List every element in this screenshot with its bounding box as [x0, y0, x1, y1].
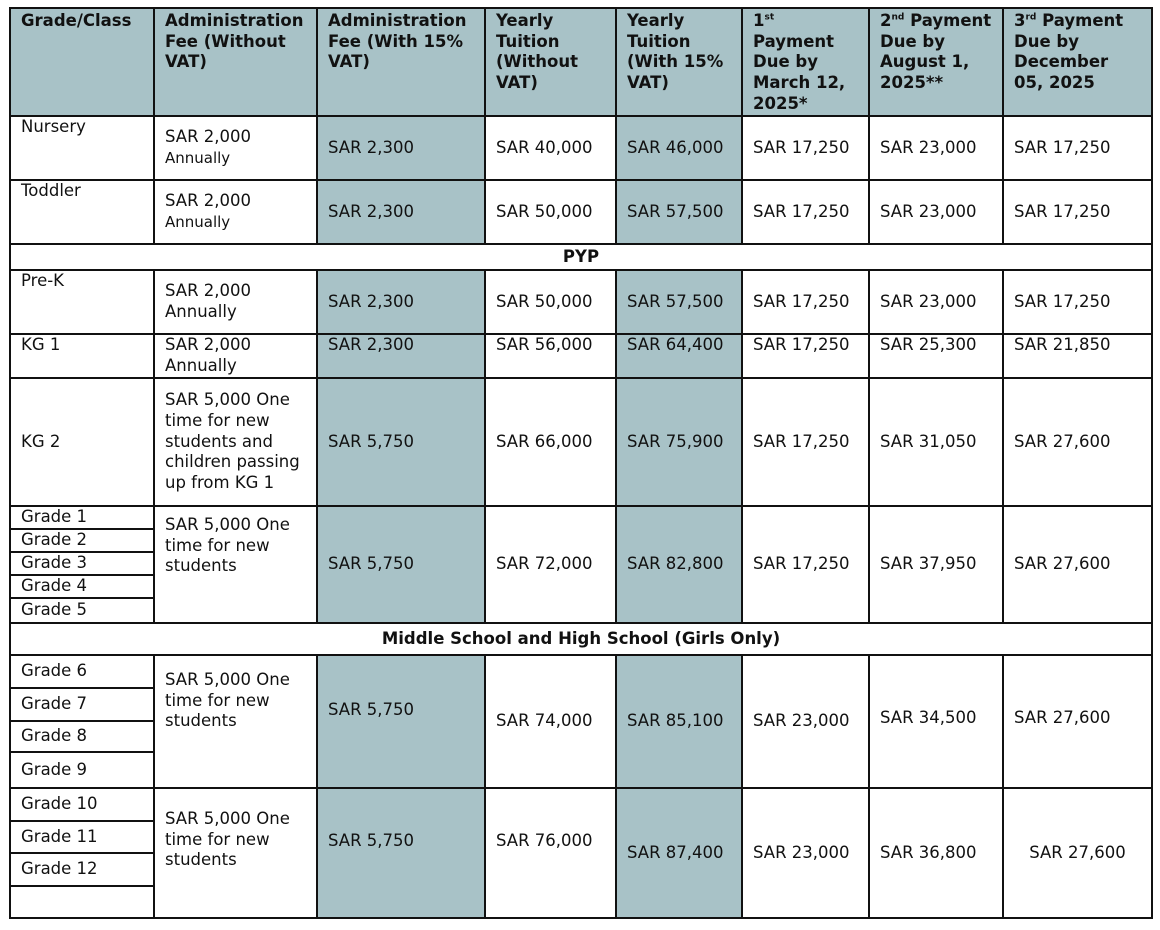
grade-cell: Toddler — [10, 180, 154, 244]
payment-3-cell: SAR 27,600 — [1003, 378, 1152, 506]
tuition-vat-cell: SAR 64,400 — [616, 334, 742, 378]
payment-2-cell: SAR 25,300 — [869, 334, 1003, 378]
admin-fee-vat-cell: SAR 5,750 — [317, 788, 485, 918]
header-first-payment — [742, 8, 869, 116]
admin-fee-vat-cell: SAR 2,300 — [317, 116, 485, 180]
grade-list-cell — [10, 788, 154, 918]
table-row-nursery — [10, 116, 1152, 180]
fee-table — [9, 7, 1153, 919]
payment-1-cell: SAR 17,250 — [742, 180, 869, 244]
header-tuition-with-vat: Yearly Tuition (With 15% VAT) — [616, 8, 742, 116]
second-payment-text: Payment Due by August 1, 2025** — [880, 11, 992, 92]
section-title-middle-high: Middle School and High School (Girls Only) — [10, 623, 1152, 655]
admin-fee-frequency: Annually — [165, 213, 231, 231]
grade-list — [11, 507, 153, 622]
payment-3-cell: SAR 27,600 — [1003, 655, 1152, 788]
tuition-cell: SAR 72,000 — [485, 506, 616, 623]
admin-fee-cell: SAR 5,000 One time for new students and children passing up from KG 1 — [154, 378, 317, 506]
payment-2-cell: SAR 34,500 — [869, 655, 1003, 788]
header-second-payment — [869, 8, 1003, 116]
admin-fee-vat-cell: SAR 2,300 — [317, 334, 485, 378]
grade-cell: Pre-K — [10, 270, 154, 334]
admin-fee-vat-cell: SAR 5,750 — [317, 506, 485, 623]
grade-item — [11, 887, 153, 917]
tuition-cell: SAR 56,000 — [485, 334, 616, 378]
table-row-toddler — [10, 180, 1152, 244]
section-row-pyp — [10, 244, 1152, 270]
grade-item: Grade 3 — [11, 553, 153, 576]
grade-item: Grade 1 — [11, 507, 153, 530]
header-third-payment — [1003, 8, 1152, 116]
tuition-vat-cell: SAR 46,000 — [616, 116, 742, 180]
header-admin-without-vat: Administration Fee (Without VAT) — [154, 8, 317, 116]
header-grade-class: Grade/Class — [10, 8, 154, 116]
grade-item: Grade 6 — [11, 656, 153, 689]
grade-cell: Nursery — [10, 116, 154, 180]
grade-item: Grade 8 — [11, 722, 153, 753]
tuition-cell: SAR 50,000 — [485, 270, 616, 334]
tuition-cell: SAR 66,000 — [485, 378, 616, 506]
first-payment-text: Payment Due by March 12, 2025* — [753, 31, 846, 113]
admin-fee-vat-cell: SAR 2,300 — [317, 270, 485, 334]
second-payment-ordinal: 2 — [880, 11, 892, 30]
tuition-vat-cell: SAR 57,500 — [616, 180, 742, 244]
tuition-cell: SAR 76,000 — [485, 788, 616, 918]
grade-item: Grade 4 — [11, 576, 153, 599]
payment-1-cell: SAR 23,000 — [742, 788, 869, 918]
tuition-vat-cell: SAR 85,100 — [616, 655, 742, 788]
payment-1-cell: SAR 17,250 — [742, 270, 869, 334]
table-row-kg2 — [10, 378, 1152, 506]
admin-fee-cell: SAR 2,000 Annually — [154, 334, 317, 378]
payment-3-cell: SAR 17,250 — [1003, 180, 1152, 244]
tuition-vat-cell: SAR 75,900 — [616, 378, 742, 506]
table-row-grades-1-5 — [10, 506, 1152, 623]
grade-item: Grade 2 — [11, 530, 153, 553]
admin-fee-amount: SAR 2,000 — [165, 127, 252, 147]
payment-3-cell: SAR 17,250 — [1003, 270, 1152, 334]
admin-fee-amount: SAR 2,000 — [165, 191, 252, 211]
table-row-prek — [10, 270, 1152, 334]
tuition-vat-cell: SAR 87,400 — [616, 788, 742, 918]
grade-item: Grade 10 — [11, 789, 153, 822]
admin-fee-cell — [154, 116, 317, 180]
tuition-cell: SAR 50,000 — [485, 180, 616, 244]
payment-3-cell: SAR 21,850 — [1003, 334, 1152, 378]
admin-fee-cell — [154, 180, 317, 244]
payment-3-cell: SAR 27,600 — [1003, 788, 1152, 918]
grade-cell: KG 1 — [10, 334, 154, 378]
payment-2-cell: SAR 37,950 — [869, 506, 1003, 623]
tuition-cell: SAR 74,000 — [485, 655, 616, 788]
grade-list-cell — [10, 655, 154, 788]
second-payment-sup: nd — [891, 12, 905, 23]
section-row-middle-high — [10, 623, 1152, 655]
header-row — [10, 8, 1152, 116]
grade-item: Grade 5 — [21, 600, 88, 620]
header-tuition-without-vat: Yearly Tuition (Without VAT) — [485, 8, 616, 116]
header-admin-with-vat: Administration Fee (With 15% VAT) — [317, 8, 485, 116]
payment-1-cell: SAR 23,000 — [742, 655, 869, 788]
tuition-vat-cell: SAR 82,800 — [616, 506, 742, 623]
payment-1-cell: SAR 17,250 — [742, 378, 869, 506]
payment-2-cell: SAR 23,000 — [869, 116, 1003, 180]
third-payment-text: Payment Due by December 05, 2025 — [1014, 11, 1124, 92]
fee-table-wrapper — [9, 7, 1151, 919]
grade-list — [11, 789, 153, 917]
admin-fee-cell: SAR 5,000 One time for new students — [154, 506, 317, 623]
grade-cell: KG 2 — [10, 378, 154, 506]
tuition-vat-cell: SAR 57,500 — [616, 270, 742, 334]
tuition-cell: SAR 40,000 — [485, 116, 616, 180]
grade-item: Grade 11 — [11, 822, 153, 854]
payment-1-cell: SAR 17,250 — [742, 116, 869, 180]
grade-list-cell — [10, 506, 154, 623]
first-payment-ordinal: 1 — [753, 11, 765, 30]
table-row-kg1 — [10, 334, 1152, 378]
admin-fee-vat-cell: SAR 5,750 — [317, 378, 485, 506]
grade-item: Grade 9 — [21, 759, 88, 779]
payment-1-cell: SAR 17,250 — [742, 334, 869, 378]
admin-fee-cell: SAR 5,000 One time for new students — [154, 788, 317, 918]
payment-1-cell: SAR 17,250 — [742, 506, 869, 623]
grade-list — [11, 656, 153, 787]
payment-3-cell: SAR 17,250 — [1003, 116, 1152, 180]
third-payment-ordinal: 3 — [1014, 11, 1026, 30]
admin-fee-vat-cell: SAR 2,300 — [317, 180, 485, 244]
payment-3-cell: SAR 27,600 — [1003, 506, 1152, 623]
grade-item: Grade 12 — [11, 854, 153, 887]
third-payment-sup: rd — [1025, 12, 1037, 23]
admin-fee-cell: SAR 5,000 One time for new students — [154, 655, 317, 788]
payment-2-cell: SAR 23,000 — [869, 270, 1003, 334]
grade-item: Grade 7 — [11, 689, 153, 722]
table-row-grades-10-12 — [10, 788, 1152, 918]
section-title-pyp: PYP — [10, 244, 1152, 270]
admin-fee-cell: SAR 2,000 Annually — [154, 270, 317, 334]
payment-2-cell: SAR 31,050 — [869, 378, 1003, 506]
payment-2-cell: SAR 36,800 — [869, 788, 1003, 918]
admin-fee-vat-cell: SAR 5,750 — [317, 655, 485, 788]
first-payment-sup: st — [764, 12, 775, 23]
table-row-grades-6-9 — [10, 655, 1152, 788]
payment-2-cell: SAR 23,000 — [869, 180, 1003, 244]
admin-fee-frequency: Annually — [165, 149, 231, 167]
